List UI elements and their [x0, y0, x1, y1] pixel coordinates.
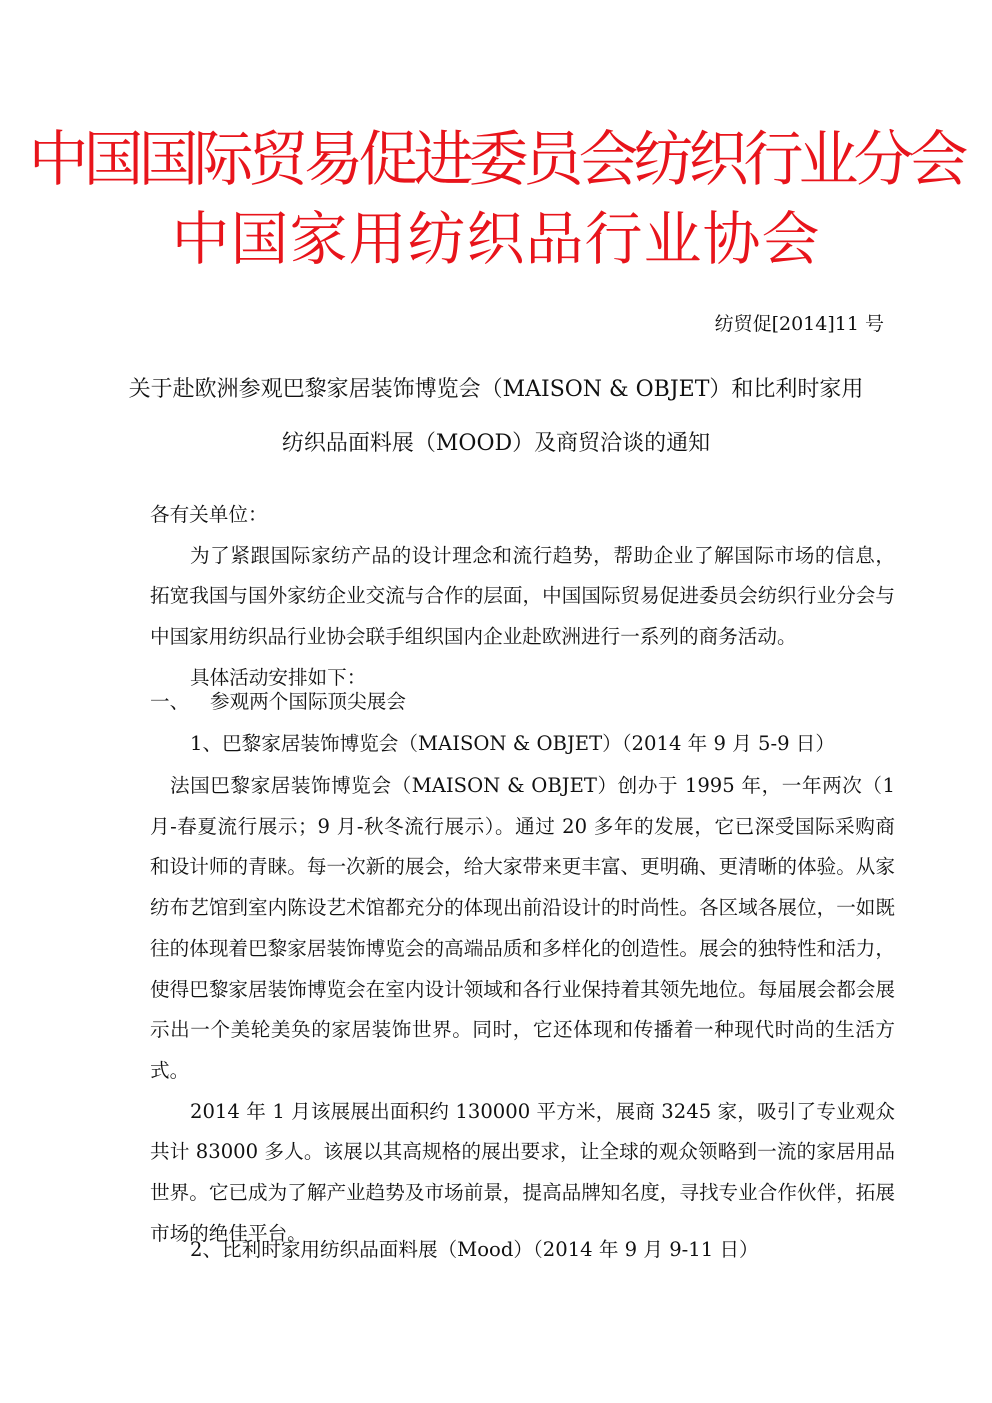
- item-2-heading: 2、比利时家用纺织品面料展（Mood）（2014 年 9 月 9-11 日）: [190, 1238, 759, 1261]
- org-name-primary: 中国国际贸易促进委员会纺织行业分会: [28, 125, 964, 195]
- section-1-heading: [150, 688, 406, 716]
- item-1-paragraph-2: 2014 年 1 月该展展出面积约 130000 平方米，展商 3245 家，吸引了专业观众共计 83000 多人。该展以其高规格的展出要求，让全球的观众领略到一流的家居用品世界。它已成为了解产业趋势及市场前景，提高品牌知名度，寻找专业合作伙伴，拓展市场的绝佳平台。: [150, 1099, 895, 1245]
- item-1-heading: 1、巴黎家居装饰博览会（MAISON & OBJET）（2014 年 9 月 5-9 日）: [190, 732, 835, 755]
- notice-title-line-1: 关于赴欧洲参观巴黎家居装饰博览会（MAISON & OBJET）和比利时家用: [128, 377, 864, 402]
- intro-block: [150, 495, 895, 699]
- item-1-paragraph-1: 法国巴黎家居装饰博览会（MAISON & OBJET）创办于 1995 年，一年两次（1 月-春夏流行展示；9 月-秋冬流行展示）。通过 20 多年的发展，它已深受国际采购商和设计师的青睐。每一次新的展会，给大家带来更丰富、更明确、更清晰的体验。从家纺布艺馆到室内陈设艺术馆都充分的体现出前沿设计的时尚性。各区域各展位，一如既往的体现着巴黎家居装饰博览会的高端品质和多样化的创造性。展会的独特性和活力，使得巴黎家居装饰博览会在室内设计领域和各行业保持着其领先地位。每届展会都会展示出一个美轮美奂的家居装饰世界。同时，它还体现和传播着一种现代时尚的生活方式。: [150, 774, 895, 1082]
- section-1-number: 一、: [150, 690, 190, 713]
- notice-title-line-2: 纺织品面料展（MOOD）及商贸洽谈的通知: [281, 431, 711, 456]
- intro-paragraph: 为了紧跟国际家纺产品的设计理念和流行趋势，帮助企业了解国际市场的信息，拓宽我国与国外家纺企业交流与合作的层面，中国国际贸易促进委员会纺织行业分会与中国家用纺织品行业协会联手组织国内企业赴欧洲进行一系列的商务活动。: [150, 543, 895, 649]
- item-1-body: [150, 766, 895, 1254]
- section-1-title: 参观两个国际顶尖展会: [210, 690, 406, 713]
- org-name-secondary: 中国家用纺织品行业协会: [171, 205, 821, 273]
- salutation: 各有关单位：: [150, 503, 268, 526]
- arrangement-line: 具体活动安排如下：: [190, 665, 367, 689]
- document-number: 纺贸促[2014]11 号: [714, 313, 884, 335]
